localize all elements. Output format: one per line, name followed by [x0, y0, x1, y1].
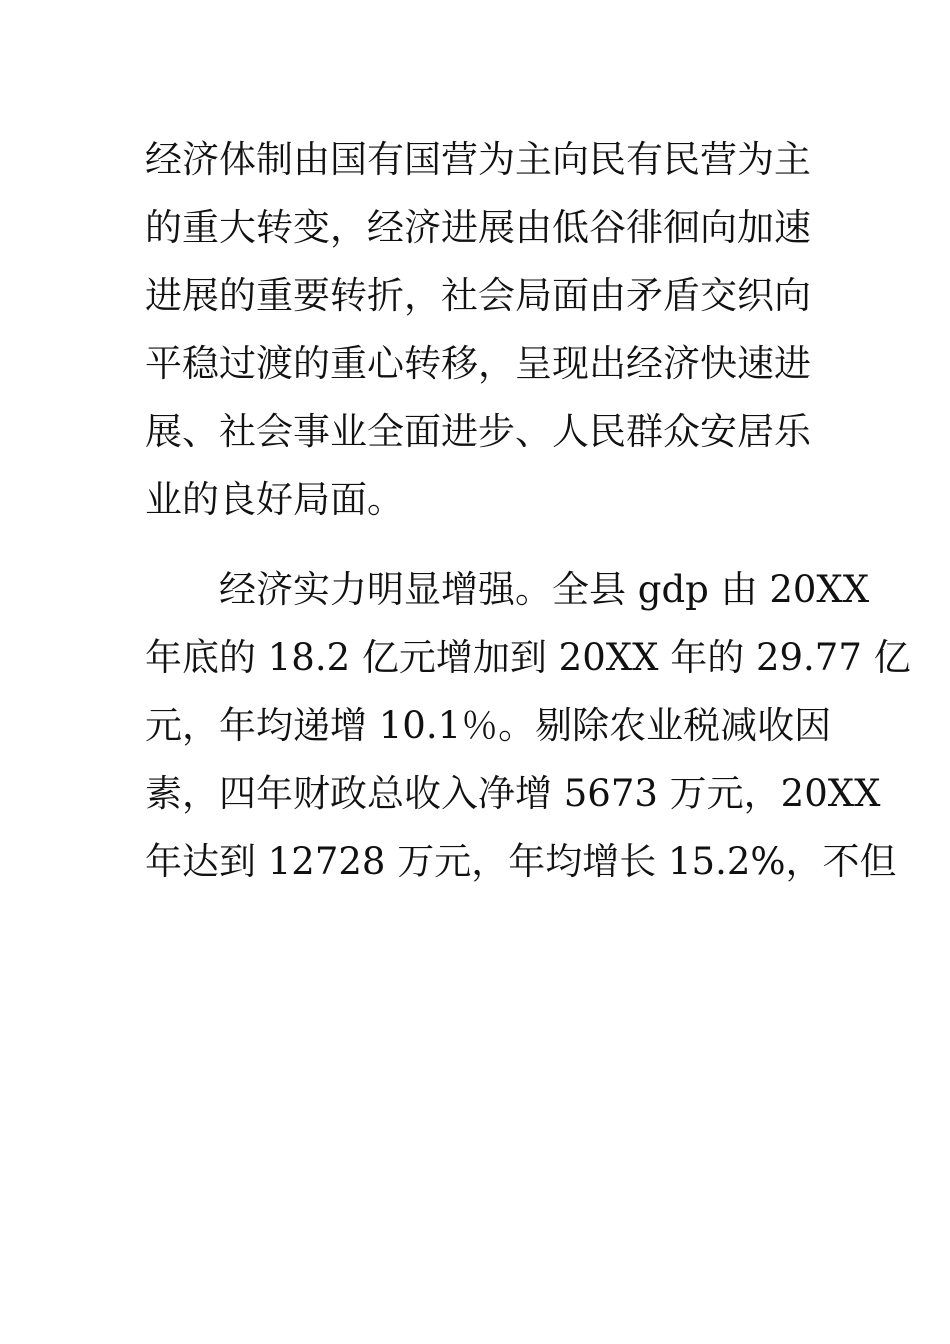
document-body: [145, 126, 911, 896]
paragraph-2: [145, 556, 911, 896]
paragraph-1: [145, 126, 810, 534]
text-line: 年达到 12728 万元，年均增长 15.2%，不但: [145, 840, 897, 883]
text-line: 年底的 18.2 亿元增加到 20XX 年的 29.77 亿: [145, 636, 911, 679]
text-line: 平稳过渡的重心转移，呈现出经济快速进: [145, 342, 811, 385]
text-line: 元，年均递增 10.1％。剔除农业税减收因: [145, 704, 832, 747]
paragraph-gap: [145, 534, 810, 556]
text-line: 进展的重要转折，社会局面由矛盾交织向: [145, 274, 811, 317]
text-line: 展、社会事业全面进步、人民群众安居乐: [145, 410, 811, 453]
text-line: 业的良好局面。: [145, 478, 404, 521]
text-line: 经济实力明显增强。全县 gdp 由 20XX: [219, 568, 870, 611]
text-line: 的重大转变，经济进展由低谷徘徊向加速: [145, 206, 811, 249]
text-line: 经济体制由国有国营为主向民有民营为主: [145, 138, 811, 181]
text-line: 素，四年财政总收入净增 5673 万元，20XX: [145, 772, 881, 815]
